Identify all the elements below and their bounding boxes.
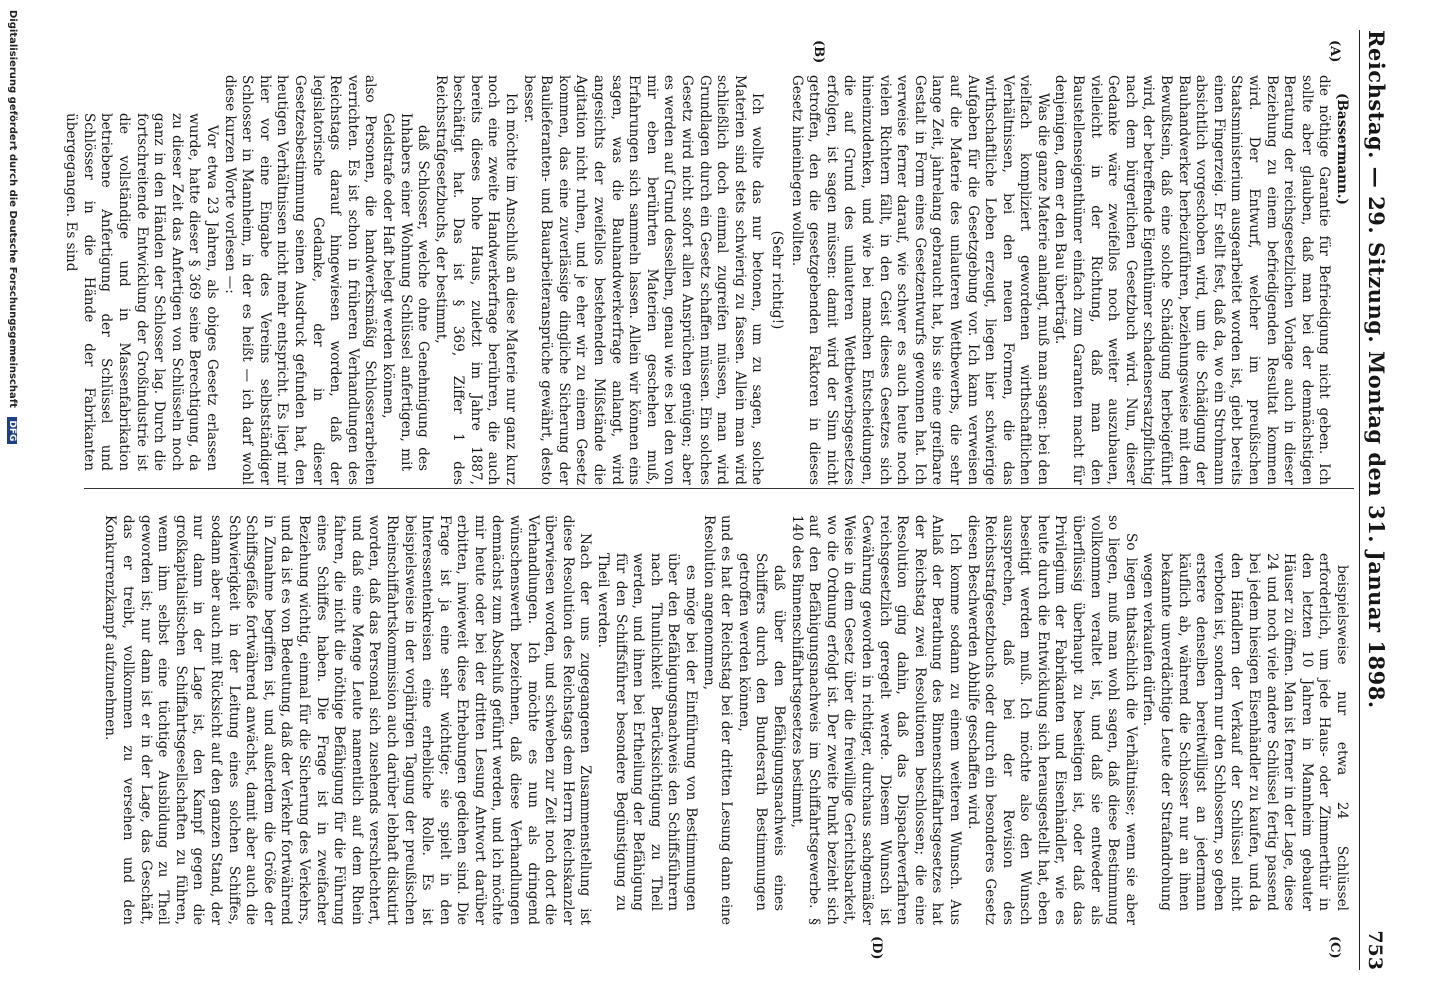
right-column — [80, 515, 1350, 925]
paragraph: So liegen thatsächlich die Verhältnisse; wenn sie aber so liegen, muß man wohl sagen, daß diese Bestimmung vollkommen veraltet ist, und daß sie entweder als überflüssig überhaupt zu beseitigen ist, oder daß das Privilegium der Fabrikanten und Eisenhändler, wie es heute durch die Entwicklung sich herausgestellt hat, eben beseitigt werden muß. Ich möchte also den Wunsch aussprechen, daß bei der Revision des Reichsstrafgesetzbuchs oder durch ein besonderes Gesetz diesen Beschwerden Abhilfe geschaffen wird. — [964, 515, 1139, 925]
margin-marker-a: (A) — [1327, 40, 1342, 63]
quotation: beispielsweise nur etwa 24 Schlüssel erforderlich, um jede Haus- oder Zimmerthür in den letzten 10 Jahren in Mannheim gebauter Häuser zu öffnen. Man ist ferner in der Lage, diese 24 und noch viele andere Schlüssel fertig passend bei jedem hiesigen Eisenhändler zu kaufen, und da den Händlern der Verkauf der Schlüssel nicht verboten ist, sondern nur den Schlossern, so geben erstere denselben bereitwilligst an jedermann käuflich ab, während die Schlosser nur an ihnen bekannte unverdächtige Leute der Strafandrohung wegen verkaufen dürfen. — [1140, 553, 1350, 911]
quotation: Vor etwa 23 Jahren, als obiges Gesetz erlassen wurde, hatte dieser § 369 seine Berechtigung, da zu dieser Zeit das Anfertigen von Schlüsseln noch ganz in den Händen der Schlosser lag. Durch die fortschreitende Entwicklung der Großindustrie ist die vollständige und in Massenfabrikation betriebene Anfertigung der Schlüssel und Schlösser in die Hände der Fabrikanten übergegangen. Es sind — [63, 113, 220, 471]
margin-marker-c: (C) — [1327, 936, 1342, 959]
header-rule — [1359, 30, 1360, 970]
paragraph: und es hat der Reichstag bei der dritten Lesung dann eine Resolution angenommen, — [700, 515, 735, 925]
paragraph: Ich wollte das nur betonen, um zu sagen, solche Materien sind stets schwierig zu fassen. Allein man wird schließlich doch einmal zugreifen müssen, man wird Grundlagen durch ein Gesetz schaffen müssen. Ein solches Gesetz wird nicht sofort allen Ansprüchen genügen; aber es werden auf Grund desselben, genau wie es bei den von mir eben berührten Materien geschehen muß, Erfahrungen sich sammeln lassen. Allein wir können eins sagen, was die Bauhandwerkerfrage anlangt, wird angesichts der zweifellos bestehenden Mißstände die Agitation nicht ruhen, und je eher wir zu einem Gesetz kommen, das eine zuverlässige dingliche Sicherung der Baulieferanten- und Bauarbeiteransprüche gewährt, desto besser. — [520, 75, 766, 485]
page-title: Reichstag. — 29. Sitzung. Montag den 31. Januar 1898. — [1364, 30, 1389, 709]
margin-marker-b: (B) — [811, 40, 826, 64]
interjection: (Sehr richtig!) — [769, 230, 785, 330]
paragraph: Ich komme sodann zu einem weiteren Wunsch. Aus Anlaß der Berathung des Binnenschiffahrtsgesetzes hat der Reichstag zwei Resolutionen beschlossen; die eine Resolution ging dahin, daß das Dispacheverfahren reichsgesetzlich geregelt werde. Diesem Wunsch ist Gewährung geworden in richtiger, durchaus sachgemäßer Weise in dem Gesetz über die freiwillige Gerichtsbarkeit, wo die Ordnung erfolgt ist. Der zweite Punkt bezieht sich auf den Befähigungsnachweis im Schiffahrtsgewerbe. § 140 des Binnenschiffahrtsgesetzes bestimmt, — [788, 515, 963, 925]
page-number: 753 — [1364, 930, 1386, 970]
column-divider — [84, 488, 1354, 489]
left-column — [63, 75, 1350, 485]
quotation: daß Schlosser, welche ohne Genehmigung des Inhabers einer Wohnung Schlüssel anfertigen, mit Geldstrafe oder Haft belegt werden können, — [379, 113, 432, 471]
quotation: daß über den Befähigungsnachweis eines Schiffers durch den Bundesrath Bestimmungen getroffen werden können, — [735, 553, 787, 911]
quotation: es möge bei der Einführung von Bestimmungen über den Befähigungsnachweis den Schiffsführern nach Thunlichkeit Berücksichtigung zu Theil werden, und ihnen bei Ertheilung der Befähigung für den Schiffsführer besondere Begünstigung zu Theil werden. — [595, 553, 700, 911]
credit-text: Digitalisierung gefördert durch die Deutsche Forschungsgemeinschaft — [7, 10, 18, 408]
paragraph: die nöthige Garantie für Befriedigung nicht geben. Ich sollte aber glauben, daß man bei der demnächstigen Beratung der reichsgesetzlichen Vorlage auch in dieser Beziehung zu einem befriedigenden Resultat kommen wird. Der Entwurf, welcher im preußischen Staatsministerium ausgearbeitet worden ist, giebt bereits einen Fingerzeig. Er stellt fest, daß da, wo ein Strohmann absichtlich vorgeschoben wird, um die Schädigung der Bauhandwerker herbeizuführen, beziehungsweise mit dem Bewußtsein, daß eine solche Schädigung herbeigeführt wird, der betreffende Eigenthümer schadensersatzpflichtig nach dem bürgerlichen Gesetzbuch wird. Nun, dieser Gedanke wäre zweifellos noch weiter auszubauen, vielleicht in der Richtung, daß man den Baustellenseigenthümer einfach zum Garanten macht für denjenigen, dem er den Bau überträgt. — [1052, 75, 1333, 485]
margin-marker-d: (D) — [869, 936, 884, 960]
paragraph: Nach der uns zugegangenen Zusammenstellung ist diese Resolution des Reichstags dem Herrn Reichskanzler überwiesen worden, und schweben zur Zeit noch dort die Verhandlungen. Ich möchte es nun als dringend wünschenswerth bezeichnen, daß diese Verhandlungen demnächst zum Abschluß geführt werden, und ich möchte mir heute oder bei der dritten Lesung Antwort darüber erbitten, inwieweit diese Erhebungen gediehen sind. Die Frage ist ja eine sehr wichtige; sie spielt in den Interessentenkreisen eine erhebliche Rolle. Es ist beispielsweise in der vorjährigen Tagung der preußischen Rheinschiffahrtskommission auch darüber lebhaft diskutirt worden, daß das Personal sich zusehends verschlechtert, und daß eine Menge Leute namentlich auf dem Rhein fahren, die nicht die nöthige Befähigung für die Führung eines Schiffes haben. Die Frage ist in zweifacher Beziehung wichtig, einmal für die Sicherung des Verkehrs, und da ist es von Bedeutung, daß der Verkehr fortwährend in Zunahme begriffen ist, und außerdem die Größe der Schiffsgefäße fortwährend anwächst, damit aber auch die Schwierigkeit in der Leitung eines solchen Schiffes, sodann aber auch mit Rücksicht auf den ganzen Stand, der nur dann in der Lage ist, den Kampf gegen die großkapitalistischen Schiffahrtsgesellschaften zu führen, wenn ihm selbst eine tüchtige Ausbildung zu Theil geworden ist; nur dann ist er in der Lage, das Geschäft, das er treibt, vollkommen zu versehen und den Konkurrenzkampf aufzunehmen. — [102, 515, 594, 925]
dfg-logo-icon: DFG — [7, 417, 17, 444]
paragraph: also Personen, die handwerksmäßig Schlosserarbeiten verrichten. Es ist schon in früheren Verhandlungen des Reichstags darauf hingewiesen worden, daß der legislatorische Gedanke, der in dieser Gesetzesbestimmung seinen Ausdruck gefunden hat, den heutigen Verhältnissen nicht mehr entspricht. Es liegt mir hier vor eine Eingabe des Vereins selbstständiger Schlosser in Mannheim, in der es heißt — ich darf wohl diese kurzen Worte vorlesen —: — [221, 75, 379, 485]
speaker-name: (Bassermann.) — [1334, 93, 1350, 205]
paragraph: Was die ganze Materie anlangt, muß man sagen: bei den vielfach kompliziert gewordenen wirthschaftlichen Verhältnissen, bei den neuen Formen, die das wirthschaftliche Leben erzeugt, liegen hier schwierige Aufgaben für die Gesetzgebung vor. Ich kann verweisen auf die Materie des unlauteren Wettbewerbs, die sehr lange Zeit, jahrelang gebraucht hat, bis sie eine greifbare Gestalt in Form eines Gesetzentwurfs gewonnen hat. Ich verweise ferner darauf, wie schwer es auch heute noch vielen Richtern fällt, in den Geist dieses Gesetzes sich hineinzudenken, und wie bei manchen Entscheidungen, die auf Grund des unlauteren Wettbewerbsgesetzes erfolgen, ist sagen müssen: damit wird der Sinn nicht getroffen, den die gesetzgebenden Faktoren in dieses Gesetz hineinlegen wollten. — [788, 75, 1051, 485]
paragraph: Ich möchte im Anschluß an diese Materie nur ganz kurz noch eine zweite Handwerkerfrage berühren, die auch bereits dieses hohe Haus, zuletzt im Jahre 1887, beschäftigt hat. Das ist § 369, Ziffer 1 des Reichsstrafgesetzbuchs, der bestimmt, — [432, 75, 520, 485]
page-header — [1364, 30, 1404, 970]
